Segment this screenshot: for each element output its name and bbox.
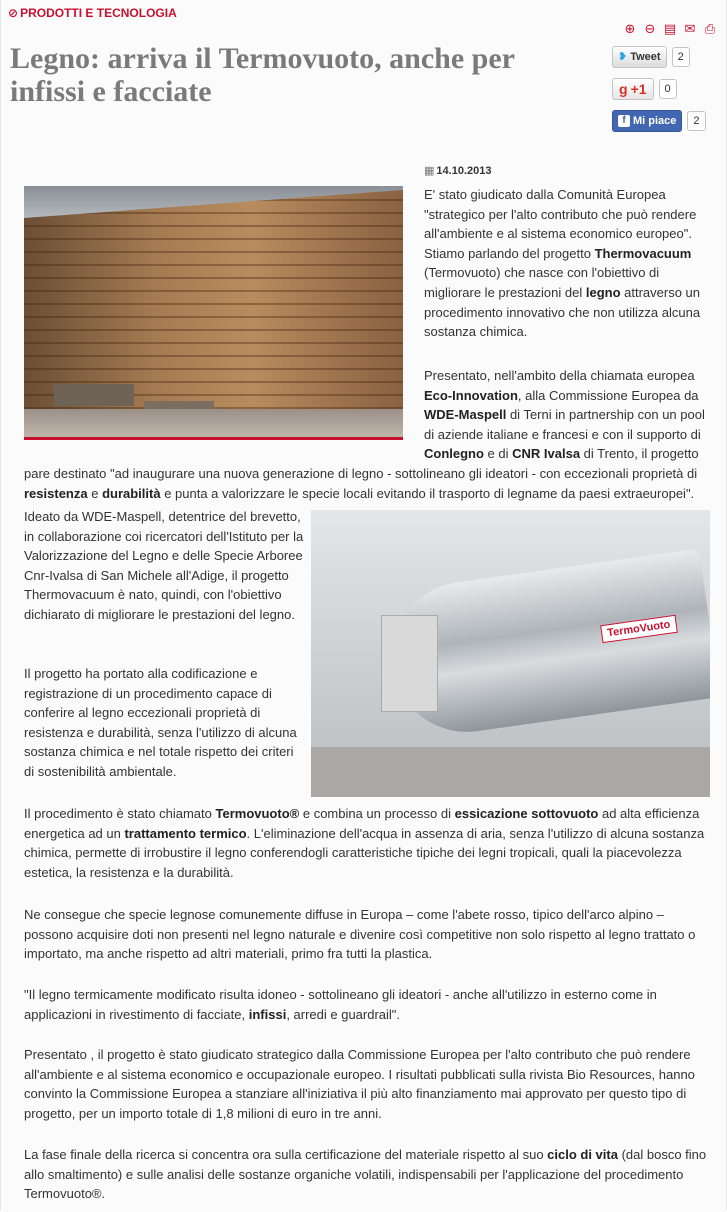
tweet-button[interactable]: ❥ Tweet bbox=[612, 46, 667, 68]
paragraph-quote: "Il legno termicamente modificato risulta idoneo - sottolineano gli ideatori - anche all'utilizzo in esterno come in applicazioni in rivestimento di facciate, infissi, arredi e guardrail". bbox=[24, 987, 657, 1022]
facebook-like-count: 2 bbox=[687, 111, 705, 131]
zoom-in-icon[interactable]: ⊕ bbox=[624, 21, 636, 36]
paragraph-final-phase: La fase finale della ricerca si concentra ora sulla certificazione del materiale rispetto al suo ciclo di vita (dal bosco fino allo smaltimento) e sulle analisi delle sostanze organiche volatili, indispensabili per l'applicazione del procedimento Termovuoto®. bbox=[24, 1147, 707, 1202]
paragraph-funding: Presentato , il progetto è stato giudicato strategico dalla Commissione Europea per l'alto contributo che può rendere all'ambiente e al sistema economico e occupazionale europeo. I risultati pubblicati sulla rivista Bio Resources, hanno convinto la Commissione Europea a stanziare all'iniziativa il più alto finanziamento mai approvato per questo tipo di progetto, per un importo totale di 1,8 milioni di euro in tre anni. bbox=[24, 1047, 695, 1121]
paragraph-presented: Presentato, nell'ambito della chiamata europea Eco-Innovation, alla Commissione Europea da WDE-Maspell di Terni in partnership con un pool di aziende italiane e francesi e con il supporto di Conlegno e di CNR Ivalsa di Trento, il progetto bbox=[424, 368, 705, 462]
machine-brand-label: TermoVuoto bbox=[600, 615, 677, 643]
article-title: Legno: arriva il Termovuoto, anche per infissi e facciate bbox=[10, 42, 515, 108]
twitter-bird-icon: ❥ bbox=[618, 51, 628, 63]
paragraph-presented-continued: pare destinato "ad inaugurare una nuova generazione di legno - sottolineano gli ideatori - con eccezionali proprietà di resistenza e durabilità e punta a valorizzare le specie locali evitando il trasporto di legname da paesi extraeuropei". bbox=[24, 466, 698, 501]
email-icon[interactable]: ✉ bbox=[684, 21, 696, 36]
pdf-icon[interactable]: ▤ bbox=[663, 21, 677, 36]
paragraph-termovuoto: Il procedimento è stato chiamato Termovuoto® e combina un processo di essicazione sottovuoto ad alta efficienza energetica ad un trattamento termico. L'eliminazione dell'acqua in assenza di aria, senza l'utilizzo di alcuna sostanza chimica, permette di irrobustire il legno conferendogli caratteristiche tipiche dei legni tropicali, quali la piacevolezza estetica, la resistenza e la durabilità. bbox=[24, 806, 705, 880]
calendar-icon: ▦ bbox=[424, 165, 435, 177]
section-link[interactable] bbox=[8, 6, 177, 20]
tweet-count: 2 bbox=[672, 47, 690, 67]
article-date: ▦ 14.10.2013 bbox=[424, 165, 492, 177]
section-label: PRODOTTI E TECNOLOGIA bbox=[20, 6, 177, 20]
facebook-like-button[interactable]: f Mi piace bbox=[612, 110, 682, 132]
facebook-icon: f bbox=[618, 115, 630, 127]
paragraph-species: Ne consegue che specie legnose comunemente diffuse in Europa – come l'abete rosso, tipico dell'arco alpino – possono acquisire doti non presenti nel legno naturale e divenire così competitive non solo rispetto al legno trattato o importato, ma anche rispetto ad altri materiali, primo fra tutti la plastica. bbox=[24, 907, 696, 962]
termovuoto-machine-photo bbox=[311, 510, 710, 797]
image-underline bbox=[24, 437, 403, 440]
wood-facade-photo bbox=[24, 186, 403, 437]
terrace-table bbox=[54, 384, 134, 406]
social-buttons bbox=[612, 46, 722, 142]
paragraph-intro: E' stato giudicato dalla Comunità Europea "strategico per l'alto contributo che può rendere all'ambiente e al sistema economico europeo". Stiamo parlando del progetto Thermovacuum (Termovuoto) che nasce con l'obiettivo di migliorare le prestazioni del legno attraverso un procedimento innovativo che non utilizza alcuna sostanza chimica. bbox=[424, 187, 701, 340]
gplus-icon: g bbox=[619, 81, 628, 97]
gplus-button[interactable]: g +1 bbox=[612, 78, 654, 100]
paragraph-ideated: Ideato da WDE-Maspell, detentrice del brevetto, in collaborazione coi ricercatori dell'Istituto per la Valorizzazione del Legno e delle Specie Arboree Cnr-Ivalsa di San Michele all'Adige, il progetto Thermovacuum è nato, quindi, con l'obiettivo dichiarato di migliorare le prestazioni del legno. bbox=[24, 509, 304, 622]
control-panel bbox=[381, 615, 438, 712]
gplus-count: 0 bbox=[659, 79, 677, 99]
tag-icon: ⊘ bbox=[8, 6, 19, 20]
zoom-out-icon[interactable]: ⊖ bbox=[644, 21, 656, 36]
print-icon[interactable]: ⎙ bbox=[704, 21, 716, 36]
article-tools bbox=[623, 22, 717, 36]
paragraph-procedure: Il progetto ha portato alla codificazione e registrazione di un procedimento capace di conferire al legno eccezionali proprietà di resistenza e durabilità, senza l'utilizzo di alcuna sostanza chimica e nel totale rispetto dei criteri di sostenibilità ambientale. bbox=[24, 666, 297, 779]
